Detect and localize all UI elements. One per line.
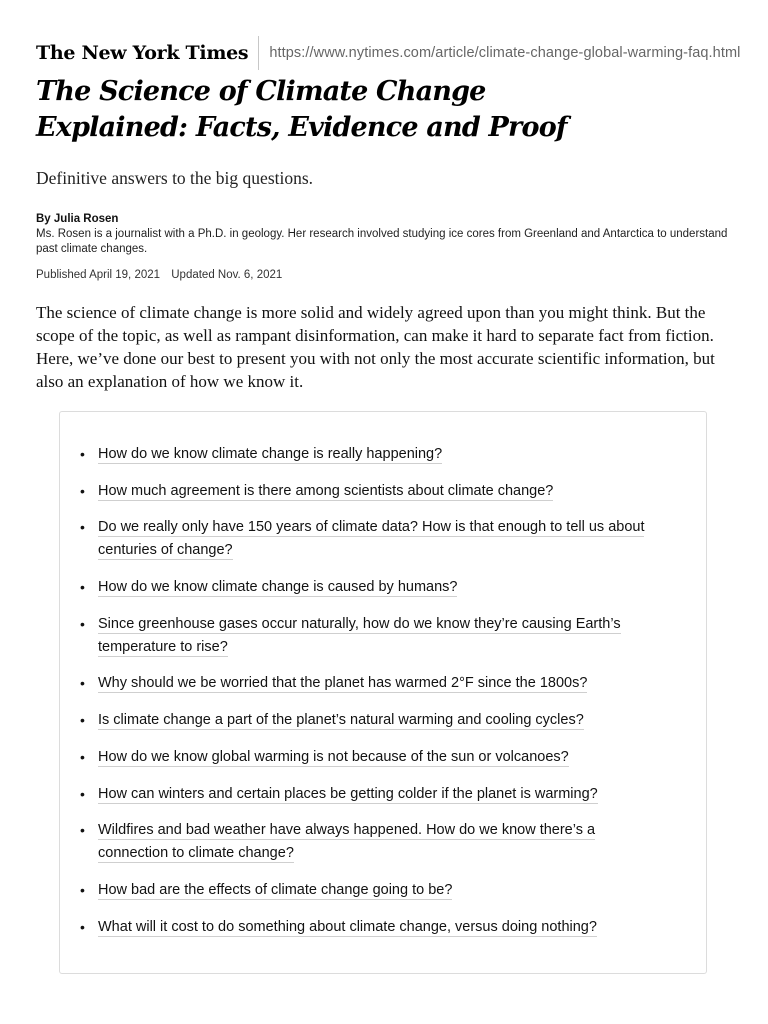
faq-list-item	[80, 576, 658, 599]
bullet-icon: •	[80, 918, 85, 935]
faq-list-item	[80, 709, 658, 732]
faq-question-link[interactable]: How can winters and certain places be getting colder if the planet is warming?	[98, 785, 598, 802]
author-bio: Ms. Rosen is a journalist with a Ph.D. in geology. Her research involved studying ice cores from Greenland and Antarctica to understand past climate changes.	[36, 228, 728, 255]
byline[interactable]: By Julia Rosen	[36, 213, 119, 225]
faq-question-link[interactable]: How do we know global warming is not because of the sun or volcanoes?	[98, 748, 569, 765]
updated-date: Updated Nov. 6, 2021	[171, 269, 283, 281]
faq-question-link[interactable]: Is climate change a part of the planet’s natural warming and cooling cycles?	[98, 712, 584, 729]
faq-question-link[interactable]: What will it cost to do something about climate change, versus doing nothing?	[98, 918, 597, 935]
faq-list-item	[80, 613, 658, 659]
bullet-icon: •	[80, 785, 85, 802]
page-title	[36, 74, 736, 146]
faq-question-link[interactable]: How do we know climate change is really happening?	[98, 446, 443, 462]
faq-question-link[interactable]: Why should we be worried that the planet has warmed 2°F since the 1800s?	[98, 675, 588, 692]
faq-list-item	[80, 480, 658, 503]
faq-list-item	[80, 746, 658, 769]
article-page	[36, 36, 741, 393]
article-dates	[36, 269, 736, 281]
faq-question-link[interactable]: How do we know climate change is caused by humans?	[98, 579, 458, 596]
masthead	[36, 36, 741, 70]
faq-question-link[interactable]: Do we really only have 150 years of climate data? How is that enough to tell us about centuries of change?	[98, 519, 645, 559]
article-intro: The science of climate change is more solid and widely agreed upon than you might think. But the scope of the topic, as well as rampant disinformation, can make it hard to separate fact from fiction. Here, we’ve done our best to present you with not only the most accurate scientific information, but also an explanation of how we know it.	[36, 303, 715, 391]
published-date: Published April 19, 2021	[36, 269, 161, 281]
faq-question-link[interactable]: How bad are the effects of climate change going to be?	[98, 881, 453, 898]
faq-list-item	[80, 672, 658, 695]
faq-list-item	[80, 516, 658, 562]
article-url[interactable]: https://www.nytimes.com/article/climate-change-global-warming-faq.html	[269, 45, 741, 61]
bullet-icon: •	[80, 881, 85, 898]
faq-question-link[interactable]: Since greenhouse gases occur naturally, how do we know they’re causing Earth’s temperature to rise?	[98, 615, 621, 655]
faq-list-item	[80, 783, 658, 806]
headline-line-1: The Science of Climate Change	[36, 76, 486, 107]
faq-list-item	[80, 879, 658, 902]
bullet-icon: •	[80, 712, 85, 729]
faq-question-link[interactable]: How much agreement is there among scientists about climate change?	[98, 482, 554, 499]
bullet-icon: •	[80, 675, 85, 692]
nyt-logo[interactable]: The New York Times	[36, 36, 259, 70]
bullet-icon: •	[80, 615, 85, 632]
bullet-icon: •	[80, 748, 85, 765]
faq-list-item	[80, 443, 658, 466]
headline-line-2: Explained: Facts, Evidence and Proof	[36, 112, 567, 143]
bullet-icon: •	[80, 822, 85, 839]
faq-list-item	[80, 916, 658, 939]
bullet-icon: •	[80, 579, 85, 596]
faq-table-of-contents	[59, 411, 707, 974]
faq-list	[80, 443, 658, 952]
article-summary: Definitive answers to the big questions.	[36, 168, 314, 188]
bullet-icon: •	[80, 446, 85, 462]
bullet-icon: •	[80, 482, 85, 499]
faq-list-item	[80, 819, 658, 865]
faq-question-link[interactable]: Wildfires and bad weather have always happened. How do we know there’s a connection to climate change?	[98, 822, 596, 862]
bullet-icon: •	[80, 519, 85, 536]
